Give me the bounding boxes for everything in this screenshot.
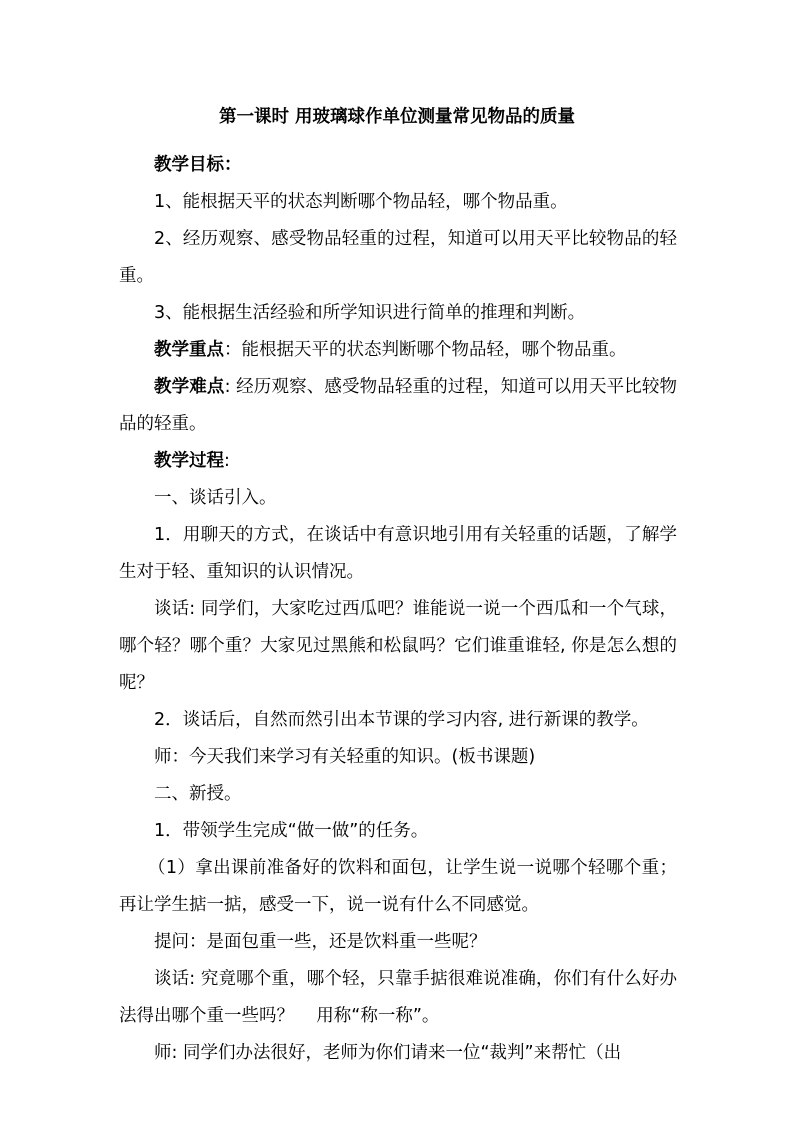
paragraph: （1）拿出课前准备好的饮料和面包，让学生说一说哪个轻哪个重；再让学生掂一掂，感受一下，说一说有什么不同感觉。	[119, 858, 677, 915]
paragraph: 1．带领学生完成“做一做”的任务。	[154, 821, 429, 841]
paragraph: 提问：是面包重一些，还是饮料重一些呢？	[154, 932, 487, 952]
section-heading: 一、谈话引入。	[154, 488, 277, 508]
section-heading: 二、新授。	[154, 784, 242, 804]
process-heading: 教学过程	[154, 451, 224, 471]
paragraph: 师：今天我们来学习有关轻重的知识。(板书课题)	[154, 747, 536, 767]
key-point-label: 教学重点	[154, 340, 224, 360]
key-point-text: ：能根据天平的状态判断哪个物品轻，哪个物品重。	[224, 340, 627, 360]
key-point-paragraph	[119, 332, 677, 369]
difficulty-text: : 经历观察、感受物品轻重的过程，知道可以用天平比较物品的轻重。	[119, 377, 677, 434]
goal-item: 2、经历观察、感受物品轻重的过程，知道可以用天平比较物品的轻重。	[119, 229, 677, 286]
paragraph: 谈话: 同学们，大家吃过西瓜吧？谁能说一说一个西瓜和一个气球，哪个轻？哪个重？大家见过黑熊和松鼠吗？它们谁重谁轻, 你是怎么想的呢？	[119, 599, 677, 693]
paragraph: 1．用聊天的方式，在谈话中有意识地引用有关轻重的话题，了解学生对于轻、重知识的认识情况。	[119, 525, 677, 582]
process-colon: :	[224, 451, 230, 471]
paragraph: 谈话: 究竟哪个重，哪个轻，只靠手掂很难说准确，你们有什么好办法得出哪个重一些吗？ 用称“称一称”。	[119, 969, 677, 1026]
paragraph: 师: 同学们办法很好，老师为你们请来一位“裁判”来帮忙（出	[154, 1043, 622, 1063]
document-body	[119, 147, 677, 1072]
process-heading-paragraph	[119, 443, 677, 480]
paragraph: 2．谈话后，自然而然引出本节课的学习内容, 进行新课的教学。	[154, 710, 649, 730]
difficulty-label: 教学难点	[154, 377, 225, 397]
goal-item: 3、能根据生活经验和所学知识进行简单的推理和判断。	[154, 303, 586, 323]
goal-item: 1、能根据天平的状态判断哪个物品轻，哪个物品重。	[154, 192, 568, 212]
difficulty-paragraph	[119, 369, 677, 443]
lesson-title: 第一课时 用玻璃球作单位测量常见物品的质量	[218, 107, 576, 127]
goals-heading: 教学目标：	[154, 155, 242, 175]
